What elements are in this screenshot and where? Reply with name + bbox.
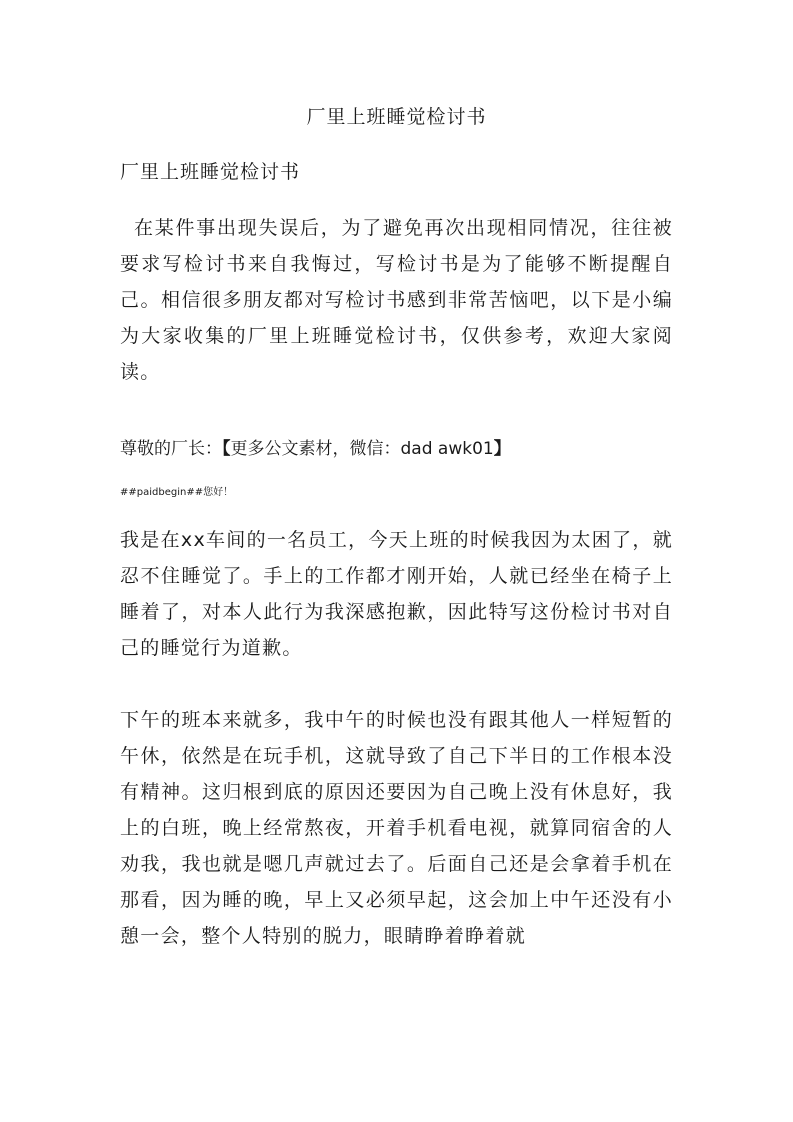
- body-paragraph-2: 下午的班本来就多，我中午的时候也没有跟其他人一样短暂的午休，依然是在玩手机，这就导致了自己下半日的工作根本没有精神。这归根到底的原因还要因为自己晚上没有休息好，我上的白班，晚上经常熬夜，开着手机看电视，就算同宿舍的人劝我，我也就是嗯几声就过去了。后面自己还是会拿着手机在那看，因为睡的晚，早上又必须早起，这会加上中午还没有小憩一会，整个人特别的脱力，眼睛睁着睁着就: [120, 709, 673, 947]
- bracket-open: 【: [222, 439, 231, 459]
- promo-text: 更多公文素材，微信：dad awk01: [230, 439, 494, 459]
- intro-paragraph: 在某件事出现失误后，为了避免再次出现相同情况，往往被要求写检讨书来自我悔过，写检讨书是为了能够不断提醒自己。相信很多朋友都对写检讨书感到非常苦恼吧，以下是小编为大家收集的厂里上班睡觉检讨书，仅供参考，欢迎大家阅读。: [120, 217, 673, 383]
- body-paragraph-1: 我是在xx车间的一名员工，今天上班的时候我因为太困了，就忍不住睡觉了。手上的工作都才刚开始，人就已经坐在椅子上睡着了，对本人此行为我深感抱歉，因此特写这份检讨书对自己的睡觉行为道歉。: [120, 529, 673, 659]
- greeting-line: [120, 434, 673, 464]
- salutation: 尊敬的厂长：: [120, 439, 222, 459]
- document-subtitle: 厂里上班睡觉检讨书: [120, 161, 301, 183]
- bracket-close: 】: [493, 439, 511, 459]
- marker-line: ##paidbegin##您好！: [120, 487, 234, 498]
- document-title: 厂里上班睡觉检讨书: [306, 106, 487, 128]
